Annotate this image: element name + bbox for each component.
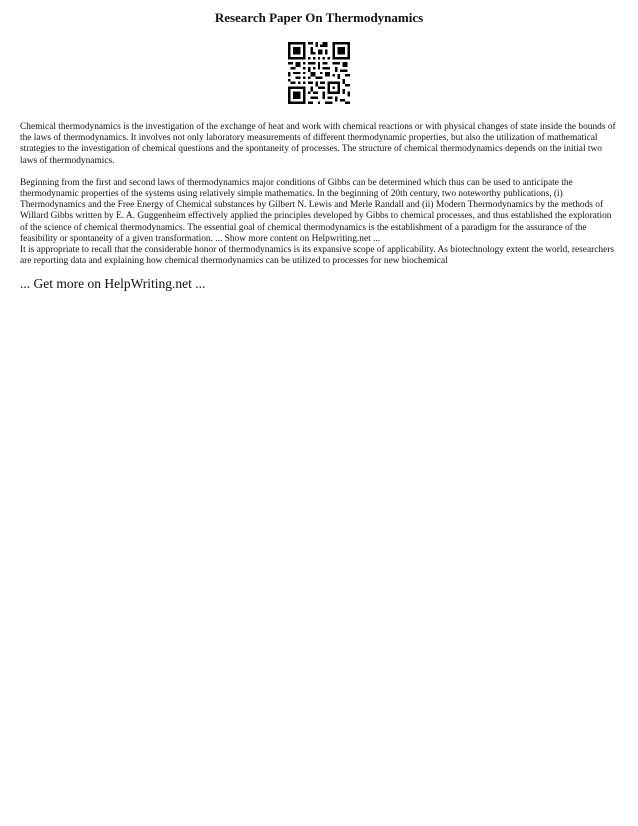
paragraph-applicability: It is appropriate to recall that the considerable honor of thermodynamics is its expansive scope of applicability. As biotechnology extent the world, researchers are reporting data and explaining how chemical thermodynamics can be utilized to processes for new biochemical	[20, 245, 615, 267]
paragraph-gibbs: Beginning from the first and second laws of thermodynamics major conditions of Gibbs can be determined which thus can be used to anticipate the thermodynamic properties of the systems using relatively simple mathematics. In the beginning of 20th century, two noteworthy publications, (i) Thermodynamics and the Free Energy of Chemical substances by Gilbert N. Lewis and Merle Randall and (ii) Modern Thermodynamics by the methods of Willard Gibbs written by E. A. Guggenheim effectively applied the principles developed by Gibbs to chemical processes, and thus established the exploration of the science of chemical thermodynamics. The essential goal of chemical thermodynamics is the establishment of a paradigm for the assurance of the feasibility or spontaneity of a given transformation. ... Show more content on Helpwriting.net ...	[20, 177, 612, 244]
qr-code-icon	[288, 42, 350, 104]
get-more-link[interactable]: ... Get more on HelpWriting.net ...	[20, 276, 206, 291]
paragraph-intro: Chemical thermodynamics is the investigation of the exchange of heat and work with chemical reactions or with physical changes of state inside the bounds of the laws of thermodynamics. It involves not only laboratory measurements of different thermodynamic properties, but also the utilization of mathematical strategies to the investigation of chemical questions and the spontaneity of processes. The structure of chemical thermodynamics depends on the initial two laws of thermodynamics.	[20, 122, 616, 166]
page-title: Research Paper On Thermodynamics	[214, 10, 424, 25]
article-body	[20, 122, 618, 267]
